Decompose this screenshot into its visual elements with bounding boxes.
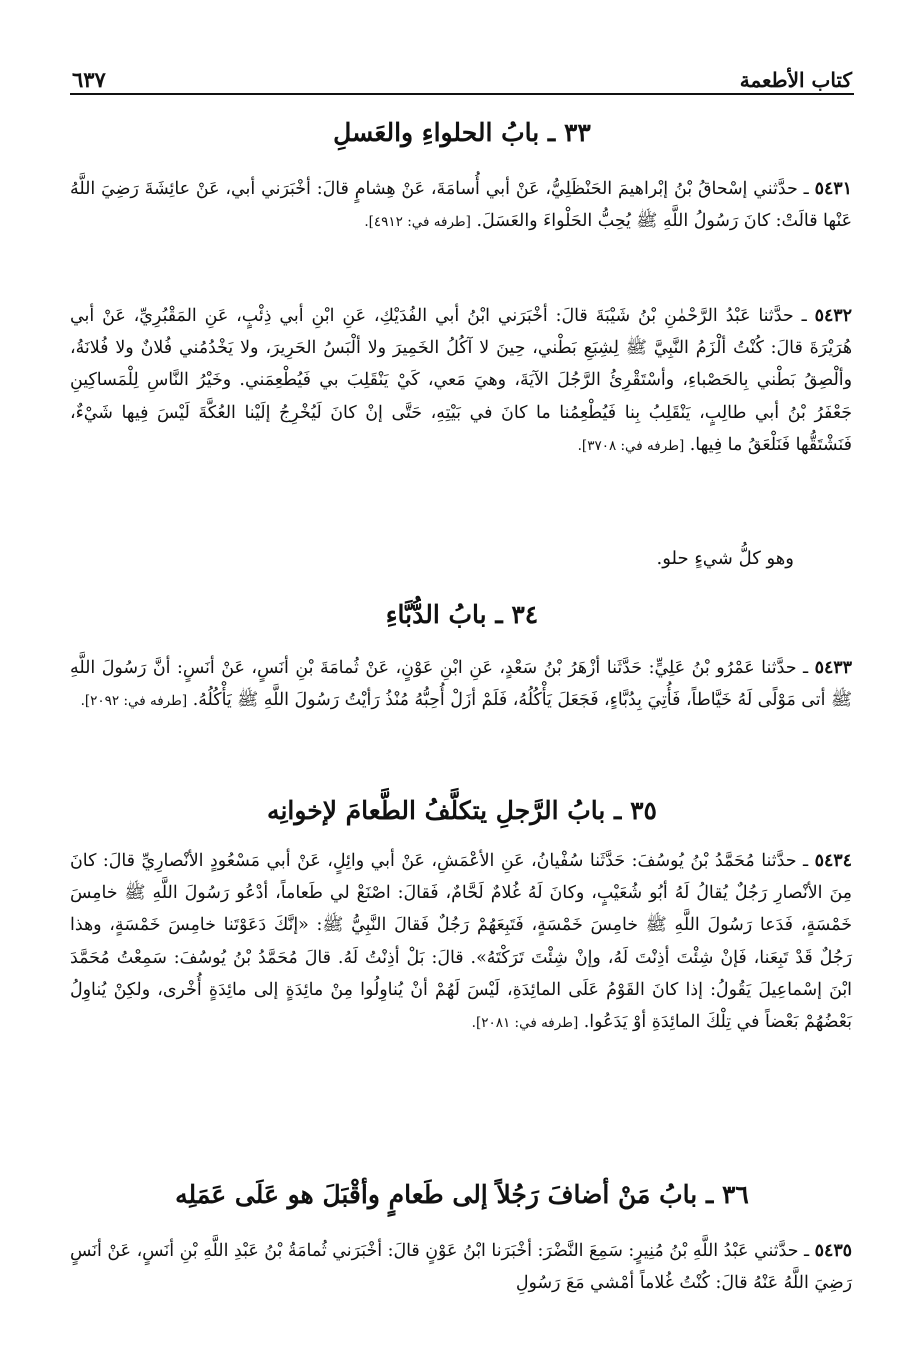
hadith-text: ـ حدَّثني عَبْدُ اللَّهِ بْنُ مُنِيرٍ: سَمِعَ النَّضْرَ: أخْبَرَنا ابْنُ عَوْنٍ قالَ: أخْبَرَني ثُمامَةُ بْنُ عَبْدِ اللَّهِ بْنِ أنَسٍ، عَنْ أنَسٍ رَضِيَ اللَّهُ عَنْهُ قالَ: كُنْتُ غُلاماً أمْشي مَعَ رَسُولِ — [70, 1241, 852, 1294]
hadith-reference: [طرفه في: ٢٠٩٢]. — [80, 693, 188, 710]
hadith-reference: [طرفه في: ٣٧٠٨]. — [577, 437, 685, 454]
hadith-text: ـ حدَّثني إسْحاقُ بْنُ إبْراهيمَ الحَنْظَلِيُّ، عَنْ أبي أُسامَةَ، عَنْ هِشامٍ قالَ: أخْبَرَني أبي، عَنْ عائِشَةَ رَضِيَ اللَّهُ عَنْها قالَتْ: كانَ رَسُولُ اللَّهِ ﷺ يُحِبُّ الحَلْواءَ والعَسَلَ. — [70, 179, 852, 232]
hadith-number: ٥٤٣٣ — [814, 658, 852, 678]
hadith-text: ـ حدَّثنا عَمْرُو بْنُ عَلِيٍّ: حَدَّثَنا أزْهَرُ بْنُ سَعْدٍ، عَنِ ابْنِ عَوْنٍ، عَنْ ثُمامَةَ بْنِ أنَسٍ، عَنْ أنَسٍ: أنَّ رَسُولَ اللَّهِ ﷺ أتى مَوْلًى لَهُ خَيَّاطاً، فَأُتِيَ بِدُبَّاءٍ، فَجَعَلَ يَأْكُلُهُ، فَلَمْ أزَلْ أُحِبُّهُ مُنْذُ رَأيْتُ رَسُولَ اللَّهِ ﷺ يَأْكُلُهُ. — [70, 658, 852, 711]
hadith-5431 — [70, 173, 852, 238]
side-note: وهو كلُّ شيءٍ حلو. — [656, 548, 794, 569]
hadith-number: ٥٤٣٥ — [814, 1241, 853, 1261]
book-title: كتاب الأطعمة — [739, 68, 852, 92]
hadith-reference: [طرفه في: ٢٠٨١]. — [471, 1015, 579, 1032]
hadith-number: ٥٤٣٤ — [814, 851, 852, 871]
page-number: ٦٣٧ — [72, 67, 106, 92]
chapter-heading-34: ٣٤ ـ بابُ الدُّبَّاءِ — [385, 600, 539, 629]
hadith-text: ـ حدَّثنا عَبْدُ الرَّحْمٰنِ بْنُ شَيْبَةَ قالَ: أخْبَرَني ابْنُ أبي الفُدَيْكِ، عَنِ ابْنِ أبي ذِئْبٍ، عَنِ المَقْبُرِيِّ، عَنْ أبي هُرَيْرَةَ قالَ: كُنْتُ ألْزَمُ النَّبِيَّ ﷺ لِشِبَعِ بَطْني، حِينَ لا آكُلُ الخَمِيرَ ولا ألْبَسُ الحَرِيرَ، ولا يَخْدُمُني فُلانٌ ولا فُلانَةُ، وألْصِقُ بَطْني بِالحَصْباءِ، وأسْتَقْرِئُ الرَّجُلَ الآيَةَ، وهيَ مَعي، كَيْ يَنْقَلِبَ بي فَيُطْعِمَني. وخَيْرُ النَّاسِ لِلْمَساكِينِ جَعْفَرُ بْنُ أبي طالِبٍ، يَنْقَلِبُ بِنا فَيُطْعِمُنا ما كانَ في بَيْتِهِ، حَتَّى إنْ كانَ لَيُخْرِجُ إلَيْنا العُكَّةَ لَيْسَ فِيها شَيْءٌ، فَنَشْتَقُّها فَنَلْعَقُ ما فِيها. — [70, 306, 852, 455]
hadith-5434 — [70, 845, 852, 1039]
chapter-heading-33: ٣٣ ـ بابُ الحلواءِ والعَسلِ — [333, 118, 591, 147]
chapter-heading-36: ٣٦ ـ بابُ مَنْ أضافَ رَجُلاً إلى طَعامٍ وأقْبَلَ هو عَلَى عَمَلِه — [175, 1180, 749, 1209]
hadith-reference: [طرفه في: ٤٩١٢]. — [364, 214, 471, 231]
header-rule — [70, 93, 854, 95]
hadith-text: ـ حدَّثنا مُحَمَّدُ بْنُ يُوسُفَ: حَدَّثَنا سُفْيانُ، عَنِ الأعْمَشِ، عَنْ أبي وائِلٍ، عَنْ أبي مَسْعُودٍ الأنْصارِيِّ قالَ: كانَ مِنَ الأنْصارِ رَجُلٌ يُقالُ لَهُ أبُو شُعَيْبٍ، وكانَ لَهُ غُلامٌ لَحَّامٌ، فَقالَ: اصْنَعْ لي طَعاماً، أدْعُو رَسُولَ اللَّهِ ﷺ خامِسَ خَمْسَةٍ، فَدَعا رَسُولَ اللَّهِ ﷺ خامِسَ خَمْسَةٍ، فَتَبِعَهُمْ رَجُلٌ فَقالَ النَّبِيُّ ﷺ: «إنَّكَ دَعَوْتَنا خامِسَ خَمْسَةٍ، وهذا رَجُلٌ قَدْ تَبِعَنا، فَإنْ شِئْتَ أذِنْتَ لَهُ، وإنْ شِئْتَ تَرَكْتَهُ». قالَ: بَلْ أذِنْتُ لَهُ. قالَ مُحَمَّدُ بْنُ يُوسُفَ: سَمِعْتُ مُحَمَّدَ ابْنَ إسْماعِيلَ يَقُولُ: إذا كانَ القَوْمُ عَلَى المائِدَةِ، لَيْسَ لَهُمْ أنْ يُناوِلُوا مِنْ مائِدَةٍ إلى مائِدَةٍ أُخْرى، ولكِنْ يُناوِلُ بَعْضُهُمْ بَعْضاً في تِلْكَ المائِدَةِ أوْ يَدَعُوا. — [70, 851, 852, 1033]
hadith-number: ٥٤٣١ — [814, 179, 852, 199]
chapter-heading-35: ٣٥ ـ بابُ الرَّجلِ يتكلَّفُ الطَّعامَ لإخوانِه — [267, 796, 657, 825]
hadith-5433 — [70, 652, 852, 717]
hadith-5432 — [70, 300, 852, 462]
page-header — [72, 58, 852, 92]
hadith-number: ٥٤٣٢ — [814, 306, 852, 326]
hadith-5435 — [70, 1235, 852, 1299]
